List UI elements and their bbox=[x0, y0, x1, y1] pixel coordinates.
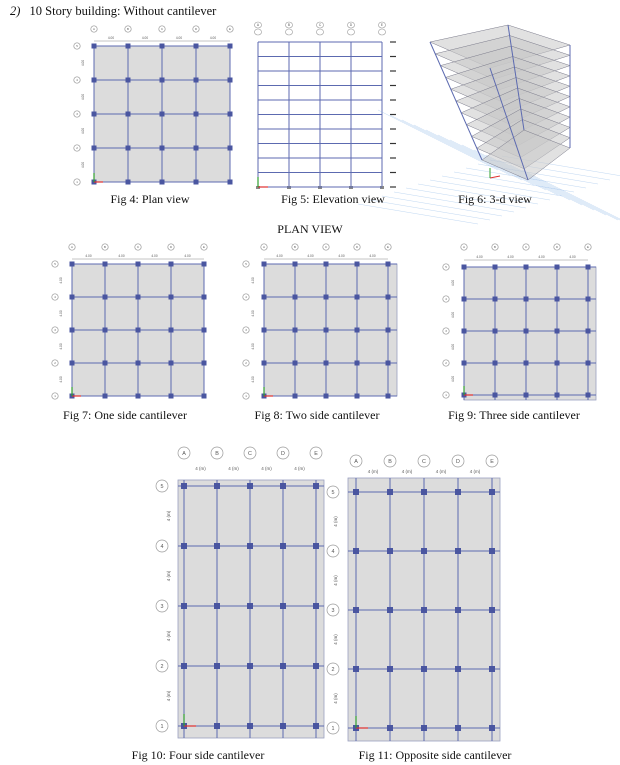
column-B1 bbox=[126, 180, 131, 185]
column-B5 bbox=[493, 265, 498, 270]
column-E4 bbox=[586, 297, 591, 302]
fig10-four-side-cantilever bbox=[152, 440, 332, 745]
bay-dimension: 4.00 bbox=[107, 36, 115, 40]
column-A2 bbox=[462, 361, 467, 366]
column-D2 bbox=[169, 361, 174, 366]
column-B4 bbox=[214, 543, 220, 549]
grid-label-2: 2 bbox=[160, 663, 164, 670]
column-A3 bbox=[70, 328, 75, 333]
column-A5 bbox=[462, 265, 467, 270]
column-D1 bbox=[455, 725, 461, 731]
grid-label-A: A bbox=[256, 23, 260, 28]
column-C3 bbox=[421, 607, 427, 613]
bay-dimension: 4 (m) bbox=[228, 466, 239, 471]
fig6-3d-view bbox=[420, 20, 600, 190]
column-C5 bbox=[324, 262, 329, 267]
support-icon bbox=[380, 186, 384, 189]
column-B1 bbox=[214, 723, 220, 729]
grid-bubble-A bbox=[255, 29, 262, 35]
column-C2 bbox=[421, 666, 427, 672]
column-B3 bbox=[103, 328, 108, 333]
column-B2 bbox=[103, 361, 108, 366]
grid-label-C: C bbox=[136, 245, 140, 250]
column-C3 bbox=[136, 328, 141, 333]
column-E4 bbox=[313, 543, 319, 549]
column-C3 bbox=[524, 329, 529, 334]
bay-dimension: 4.00 bbox=[538, 255, 545, 259]
caption-fig4: Fig 4: Plan view bbox=[110, 192, 190, 206]
column-C4 bbox=[247, 543, 253, 549]
column-E1 bbox=[202, 394, 207, 399]
grid-label-D: D bbox=[456, 458, 460, 465]
grid-label-C: C bbox=[318, 23, 322, 28]
grid-label-D: D bbox=[555, 245, 559, 250]
grid-label-5: 5 bbox=[331, 489, 335, 496]
column-D5 bbox=[355, 262, 360, 267]
column-E2 bbox=[489, 666, 495, 672]
bay-dimension: 4.00 bbox=[307, 254, 314, 258]
column-D3 bbox=[169, 328, 174, 333]
grid-label-1: 1 bbox=[445, 393, 447, 398]
column-E3 bbox=[386, 328, 391, 333]
column-B5 bbox=[126, 44, 131, 49]
grid-label-C: C bbox=[524, 245, 528, 250]
bay-dimension: 4.00 bbox=[175, 36, 183, 40]
column-D1 bbox=[169, 394, 174, 399]
column-D4 bbox=[280, 543, 286, 549]
column-D4 bbox=[194, 78, 199, 83]
column-D1 bbox=[194, 180, 199, 185]
span-dimension: 4.00 bbox=[451, 375, 455, 383]
column-C2 bbox=[160, 146, 165, 151]
grid-bubble-B bbox=[286, 29, 293, 35]
column-D1 bbox=[280, 723, 286, 729]
support-icon bbox=[318, 186, 322, 189]
grid-label-3: 3 bbox=[331, 607, 335, 614]
bay-dimension: 4 (m) bbox=[435, 469, 447, 474]
span-dimension: 4.00 bbox=[81, 93, 85, 101]
caption-fig10: Fig 10: Four side cantilever bbox=[131, 748, 265, 762]
column-A2 bbox=[353, 666, 359, 672]
grid-label-4: 4 bbox=[245, 295, 247, 300]
bay-dimension: 4.00 bbox=[276, 254, 283, 258]
grid-label-C: C bbox=[160, 27, 164, 32]
span-dimension: 4.00 bbox=[251, 277, 255, 284]
support-icon bbox=[287, 186, 291, 189]
column-D5 bbox=[169, 262, 174, 267]
column-B5 bbox=[293, 262, 298, 267]
span-dimension: 4 (m) bbox=[166, 690, 171, 702]
column-B4 bbox=[126, 78, 131, 83]
grid-bubble-D bbox=[348, 29, 355, 35]
bay-dimension: 4.00 bbox=[476, 255, 483, 259]
span-dimension: 4 (m) bbox=[333, 516, 338, 527]
column-E1 bbox=[228, 180, 233, 185]
grid-label-3: 3 bbox=[160, 603, 164, 610]
grid-label-3: 3 bbox=[54, 328, 56, 333]
column-B4 bbox=[493, 297, 498, 302]
grid-label-E: E bbox=[314, 450, 318, 457]
column-C2 bbox=[136, 361, 141, 366]
grid-label-5: 5 bbox=[245, 262, 247, 267]
span-dimension: 4.00 bbox=[251, 310, 255, 317]
column-D5 bbox=[280, 483, 286, 489]
column-B1 bbox=[387, 725, 393, 731]
fig7-one-side-cantilever bbox=[48, 240, 218, 405]
column-C2 bbox=[324, 361, 329, 366]
column-C1 bbox=[421, 725, 427, 731]
grid-label-E: E bbox=[490, 458, 494, 465]
column-E5 bbox=[586, 265, 591, 270]
grid-label-3: 3 bbox=[445, 329, 447, 334]
column-D2 bbox=[455, 666, 461, 672]
column-B3 bbox=[387, 607, 393, 613]
column-A4 bbox=[353, 548, 359, 554]
grid-label-2: 2 bbox=[331, 666, 335, 673]
grid-label-B: B bbox=[294, 245, 296, 250]
section-title: 10 Story building: Without cantilever bbox=[29, 4, 217, 18]
grid-label-4: 4 bbox=[54, 295, 56, 300]
column-D2 bbox=[194, 146, 199, 151]
column-A3 bbox=[262, 328, 267, 333]
column-C5 bbox=[524, 265, 529, 270]
grid-label-4: 4 bbox=[331, 548, 335, 555]
column-C1 bbox=[247, 723, 253, 729]
grid-label-1: 1 bbox=[331, 725, 335, 732]
column-D3 bbox=[355, 328, 360, 333]
column-D2 bbox=[280, 663, 286, 669]
column-C4 bbox=[160, 78, 165, 83]
column-A4 bbox=[262, 295, 267, 300]
column-C1 bbox=[324, 394, 329, 399]
grid-label-2: 2 bbox=[445, 361, 447, 366]
column-E2 bbox=[586, 361, 591, 366]
column-C5 bbox=[421, 489, 427, 495]
span-dimension: 4.00 bbox=[81, 127, 85, 135]
column-B4 bbox=[387, 548, 393, 554]
column-E5 bbox=[202, 262, 207, 267]
caption-fig7: Fig 7: One side cantilever bbox=[63, 408, 187, 422]
grid-label-5: 5 bbox=[160, 483, 164, 490]
column-E1 bbox=[489, 725, 495, 731]
grid-label-C: C bbox=[422, 458, 426, 465]
column-D2 bbox=[355, 361, 360, 366]
column-E2 bbox=[202, 361, 207, 366]
bay-dimension: 4.00 bbox=[569, 255, 576, 259]
column-B5 bbox=[387, 489, 393, 495]
axis-x-icon bbox=[490, 176, 500, 178]
span-dimension: 4 (m) bbox=[333, 575, 338, 586]
bay-dimension: 4.00 bbox=[209, 36, 217, 40]
span-dimension: 4 (m) bbox=[166, 630, 171, 642]
column-A5 bbox=[353, 489, 359, 495]
grid-label-A: A bbox=[263, 245, 265, 250]
grid-label-5: 5 bbox=[445, 265, 447, 270]
column-A4 bbox=[181, 543, 187, 549]
grid-label-A: A bbox=[354, 458, 358, 465]
grid-label-1: 1 bbox=[76, 180, 78, 185]
column-D5 bbox=[194, 44, 199, 49]
column-A4 bbox=[70, 295, 75, 300]
support-icon bbox=[349, 186, 353, 189]
bay-dimension: 4 (m) bbox=[294, 466, 305, 471]
caption-fig8: Fig 8: Two side cantilever bbox=[254, 408, 380, 422]
grid-label-E: E bbox=[203, 245, 205, 250]
column-D4 bbox=[555, 297, 560, 302]
column-B4 bbox=[103, 295, 108, 300]
column-D3 bbox=[194, 112, 199, 117]
caption-fig11: Fig 11: Opposite side cantilever bbox=[358, 748, 512, 762]
column-E1 bbox=[386, 394, 391, 399]
column-C4 bbox=[524, 297, 529, 302]
column-D1 bbox=[355, 394, 360, 399]
column-D4 bbox=[355, 295, 360, 300]
column-C5 bbox=[136, 262, 141, 267]
span-dimension: 4.00 bbox=[81, 161, 85, 169]
grid-label-D: D bbox=[194, 27, 198, 32]
column-D3 bbox=[280, 603, 286, 609]
fig5-elevation-view bbox=[250, 20, 400, 190]
grid-label-B: B bbox=[494, 245, 496, 250]
fig11-opposite-side-cantilever bbox=[325, 447, 500, 745]
span-dimension: 4.00 bbox=[59, 343, 63, 350]
column-B3 bbox=[214, 603, 220, 609]
column-C1 bbox=[160, 180, 165, 185]
span-dimension: 4.00 bbox=[451, 343, 455, 351]
column-E3 bbox=[489, 607, 495, 613]
column-B1 bbox=[293, 394, 298, 399]
column-E1 bbox=[313, 723, 319, 729]
slab bbox=[464, 267, 596, 400]
column-A2 bbox=[92, 146, 97, 151]
column-E5 bbox=[313, 483, 319, 489]
column-C1 bbox=[136, 394, 141, 399]
grid-label-3: 3 bbox=[76, 112, 78, 117]
span-dimension: 4.00 bbox=[451, 311, 455, 319]
column-B1 bbox=[493, 393, 498, 398]
column-A4 bbox=[462, 297, 467, 302]
column-E4 bbox=[489, 548, 495, 554]
fig4-plan-view bbox=[70, 22, 240, 190]
column-A2 bbox=[262, 361, 267, 366]
column-D5 bbox=[455, 489, 461, 495]
grid-label-2: 2 bbox=[245, 361, 247, 366]
span-dimension: 4.00 bbox=[251, 376, 255, 383]
column-E4 bbox=[228, 78, 233, 83]
span-dimension: 4 (m) bbox=[333, 693, 338, 704]
column-B5 bbox=[214, 483, 220, 489]
bay-dimension: 4.00 bbox=[151, 254, 158, 258]
column-C2 bbox=[247, 663, 253, 669]
grid-label-5: 5 bbox=[76, 44, 78, 49]
column-D4 bbox=[169, 295, 174, 300]
column-B2 bbox=[293, 361, 298, 366]
span-dimension: 4.00 bbox=[59, 310, 63, 317]
column-D5 bbox=[555, 265, 560, 270]
grid-label-B: B bbox=[215, 450, 219, 457]
caption-fig5: Fig 5: Elevation view bbox=[281, 192, 385, 206]
span-dimension: 4 (m) bbox=[166, 510, 171, 522]
column-E2 bbox=[313, 663, 319, 669]
grid-label-E: E bbox=[587, 245, 589, 250]
grid-label-D: D bbox=[349, 23, 353, 28]
column-B2 bbox=[214, 663, 220, 669]
column-E4 bbox=[202, 295, 207, 300]
grid-label-5: 5 bbox=[54, 262, 56, 267]
column-B2 bbox=[493, 361, 498, 366]
fig9-three-side-cantilever bbox=[438, 240, 608, 405]
bay-dimension: 4 (m) bbox=[401, 469, 413, 474]
column-D1 bbox=[555, 393, 560, 398]
column-C2 bbox=[524, 361, 529, 366]
bay-dimension: 4 (m) bbox=[261, 466, 272, 471]
column-E3 bbox=[586, 329, 591, 334]
bay-dimension: 4.00 bbox=[141, 36, 149, 40]
span-dimension: 4.00 bbox=[81, 59, 85, 67]
grid-label-4: 4 bbox=[160, 543, 164, 550]
column-E1 bbox=[586, 393, 591, 398]
column-C1 bbox=[524, 393, 529, 398]
grid-label-4: 4 bbox=[76, 78, 78, 83]
grid-bubble-E bbox=[379, 29, 386, 35]
grid-label-2: 2 bbox=[76, 146, 78, 151]
grid-label-E: E bbox=[380, 23, 384, 28]
span-dimension: 4.00 bbox=[59, 376, 63, 383]
section-heading bbox=[10, 4, 216, 19]
column-A3 bbox=[181, 603, 187, 609]
column-B1 bbox=[103, 394, 108, 399]
bay-dimension: 4.00 bbox=[369, 254, 376, 258]
span-dimension: 4.00 bbox=[59, 277, 63, 284]
grid-label-E: E bbox=[229, 27, 231, 32]
bay-dimension: 4.00 bbox=[507, 255, 514, 259]
column-C4 bbox=[324, 295, 329, 300]
grid-label-C: C bbox=[324, 245, 328, 250]
column-B4 bbox=[293, 295, 298, 300]
bay-dimension: 4.00 bbox=[338, 254, 345, 258]
column-E5 bbox=[489, 489, 495, 495]
grid-label-B: B bbox=[127, 27, 129, 32]
grid-label-3: 3 bbox=[245, 328, 247, 333]
grid-label-2: 2 bbox=[54, 361, 56, 366]
grid-label-1: 1 bbox=[54, 394, 56, 399]
column-B3 bbox=[293, 328, 298, 333]
grid-label-1: 1 bbox=[245, 394, 247, 399]
grid-label-B: B bbox=[104, 245, 106, 250]
bay-dimension: 4 (m) bbox=[195, 466, 206, 471]
bay-dimension: 4.00 bbox=[118, 254, 125, 258]
column-A5 bbox=[92, 44, 97, 49]
grid-label-4: 4 bbox=[445, 297, 447, 302]
column-C4 bbox=[421, 548, 427, 554]
bay-dimension: 4.00 bbox=[184, 254, 191, 258]
grid-label-D: D bbox=[281, 450, 285, 457]
span-dimension: 4.00 bbox=[251, 343, 255, 350]
column-C3 bbox=[324, 328, 329, 333]
column-D3 bbox=[455, 607, 461, 613]
grid-label-E: E bbox=[387, 245, 389, 250]
column-C3 bbox=[247, 603, 253, 609]
caption-fig9: Fig 9: Three side cantilever bbox=[448, 408, 580, 422]
column-E5 bbox=[386, 262, 391, 267]
column-E4 bbox=[386, 295, 391, 300]
column-A3 bbox=[462, 329, 467, 334]
span-dimension: 4.00 bbox=[451, 279, 455, 287]
span-dimension: 4 (m) bbox=[166, 570, 171, 582]
column-A2 bbox=[70, 361, 75, 366]
bay-dimension: 4.00 bbox=[85, 254, 92, 258]
column-D2 bbox=[555, 361, 560, 366]
column-B5 bbox=[103, 262, 108, 267]
column-E2 bbox=[386, 361, 391, 366]
grid-label-A: A bbox=[463, 245, 465, 250]
column-B2 bbox=[387, 666, 393, 672]
column-E3 bbox=[313, 603, 319, 609]
grid-label-A: A bbox=[182, 450, 186, 457]
column-C3 bbox=[160, 112, 165, 117]
grid-bubble-C bbox=[317, 29, 324, 35]
section-number: 2) bbox=[10, 4, 21, 18]
plan-view-label: PLAN VIEW bbox=[277, 222, 343, 236]
column-E3 bbox=[228, 112, 233, 117]
column-E2 bbox=[228, 146, 233, 151]
column-A2 bbox=[181, 663, 187, 669]
grid-label-B: B bbox=[388, 458, 392, 465]
column-A3 bbox=[92, 112, 97, 117]
column-D4 bbox=[455, 548, 461, 554]
column-A5 bbox=[181, 483, 187, 489]
grid-label-D: D bbox=[355, 245, 359, 250]
grid-label-A: A bbox=[71, 245, 73, 250]
column-A5 bbox=[70, 262, 75, 267]
grid-label-1: 1 bbox=[160, 723, 164, 730]
column-A4 bbox=[92, 78, 97, 83]
bay-dimension: 4 (m) bbox=[469, 469, 481, 474]
column-A5 bbox=[262, 262, 267, 267]
bay-dimension: 4 (m) bbox=[367, 469, 379, 474]
span-dimension: 4 (m) bbox=[333, 634, 338, 645]
column-B3 bbox=[493, 329, 498, 334]
grid-label-B: B bbox=[287, 23, 291, 28]
caption-fig6: Fig 6: 3-d view bbox=[458, 192, 532, 206]
column-D3 bbox=[555, 329, 560, 334]
column-B2 bbox=[126, 146, 131, 151]
column-E3 bbox=[202, 328, 207, 333]
column-C5 bbox=[160, 44, 165, 49]
column-C5 bbox=[247, 483, 253, 489]
grid-label-C: C bbox=[248, 450, 252, 457]
column-B3 bbox=[126, 112, 131, 117]
grid-label-D: D bbox=[169, 245, 173, 250]
grid-label-A: A bbox=[93, 27, 95, 32]
column-C4 bbox=[136, 295, 141, 300]
column-E5 bbox=[228, 44, 233, 49]
fig8-two-side-cantilever bbox=[238, 240, 408, 405]
column-A3 bbox=[353, 607, 359, 613]
ground-grid-line bbox=[358, 204, 478, 224]
